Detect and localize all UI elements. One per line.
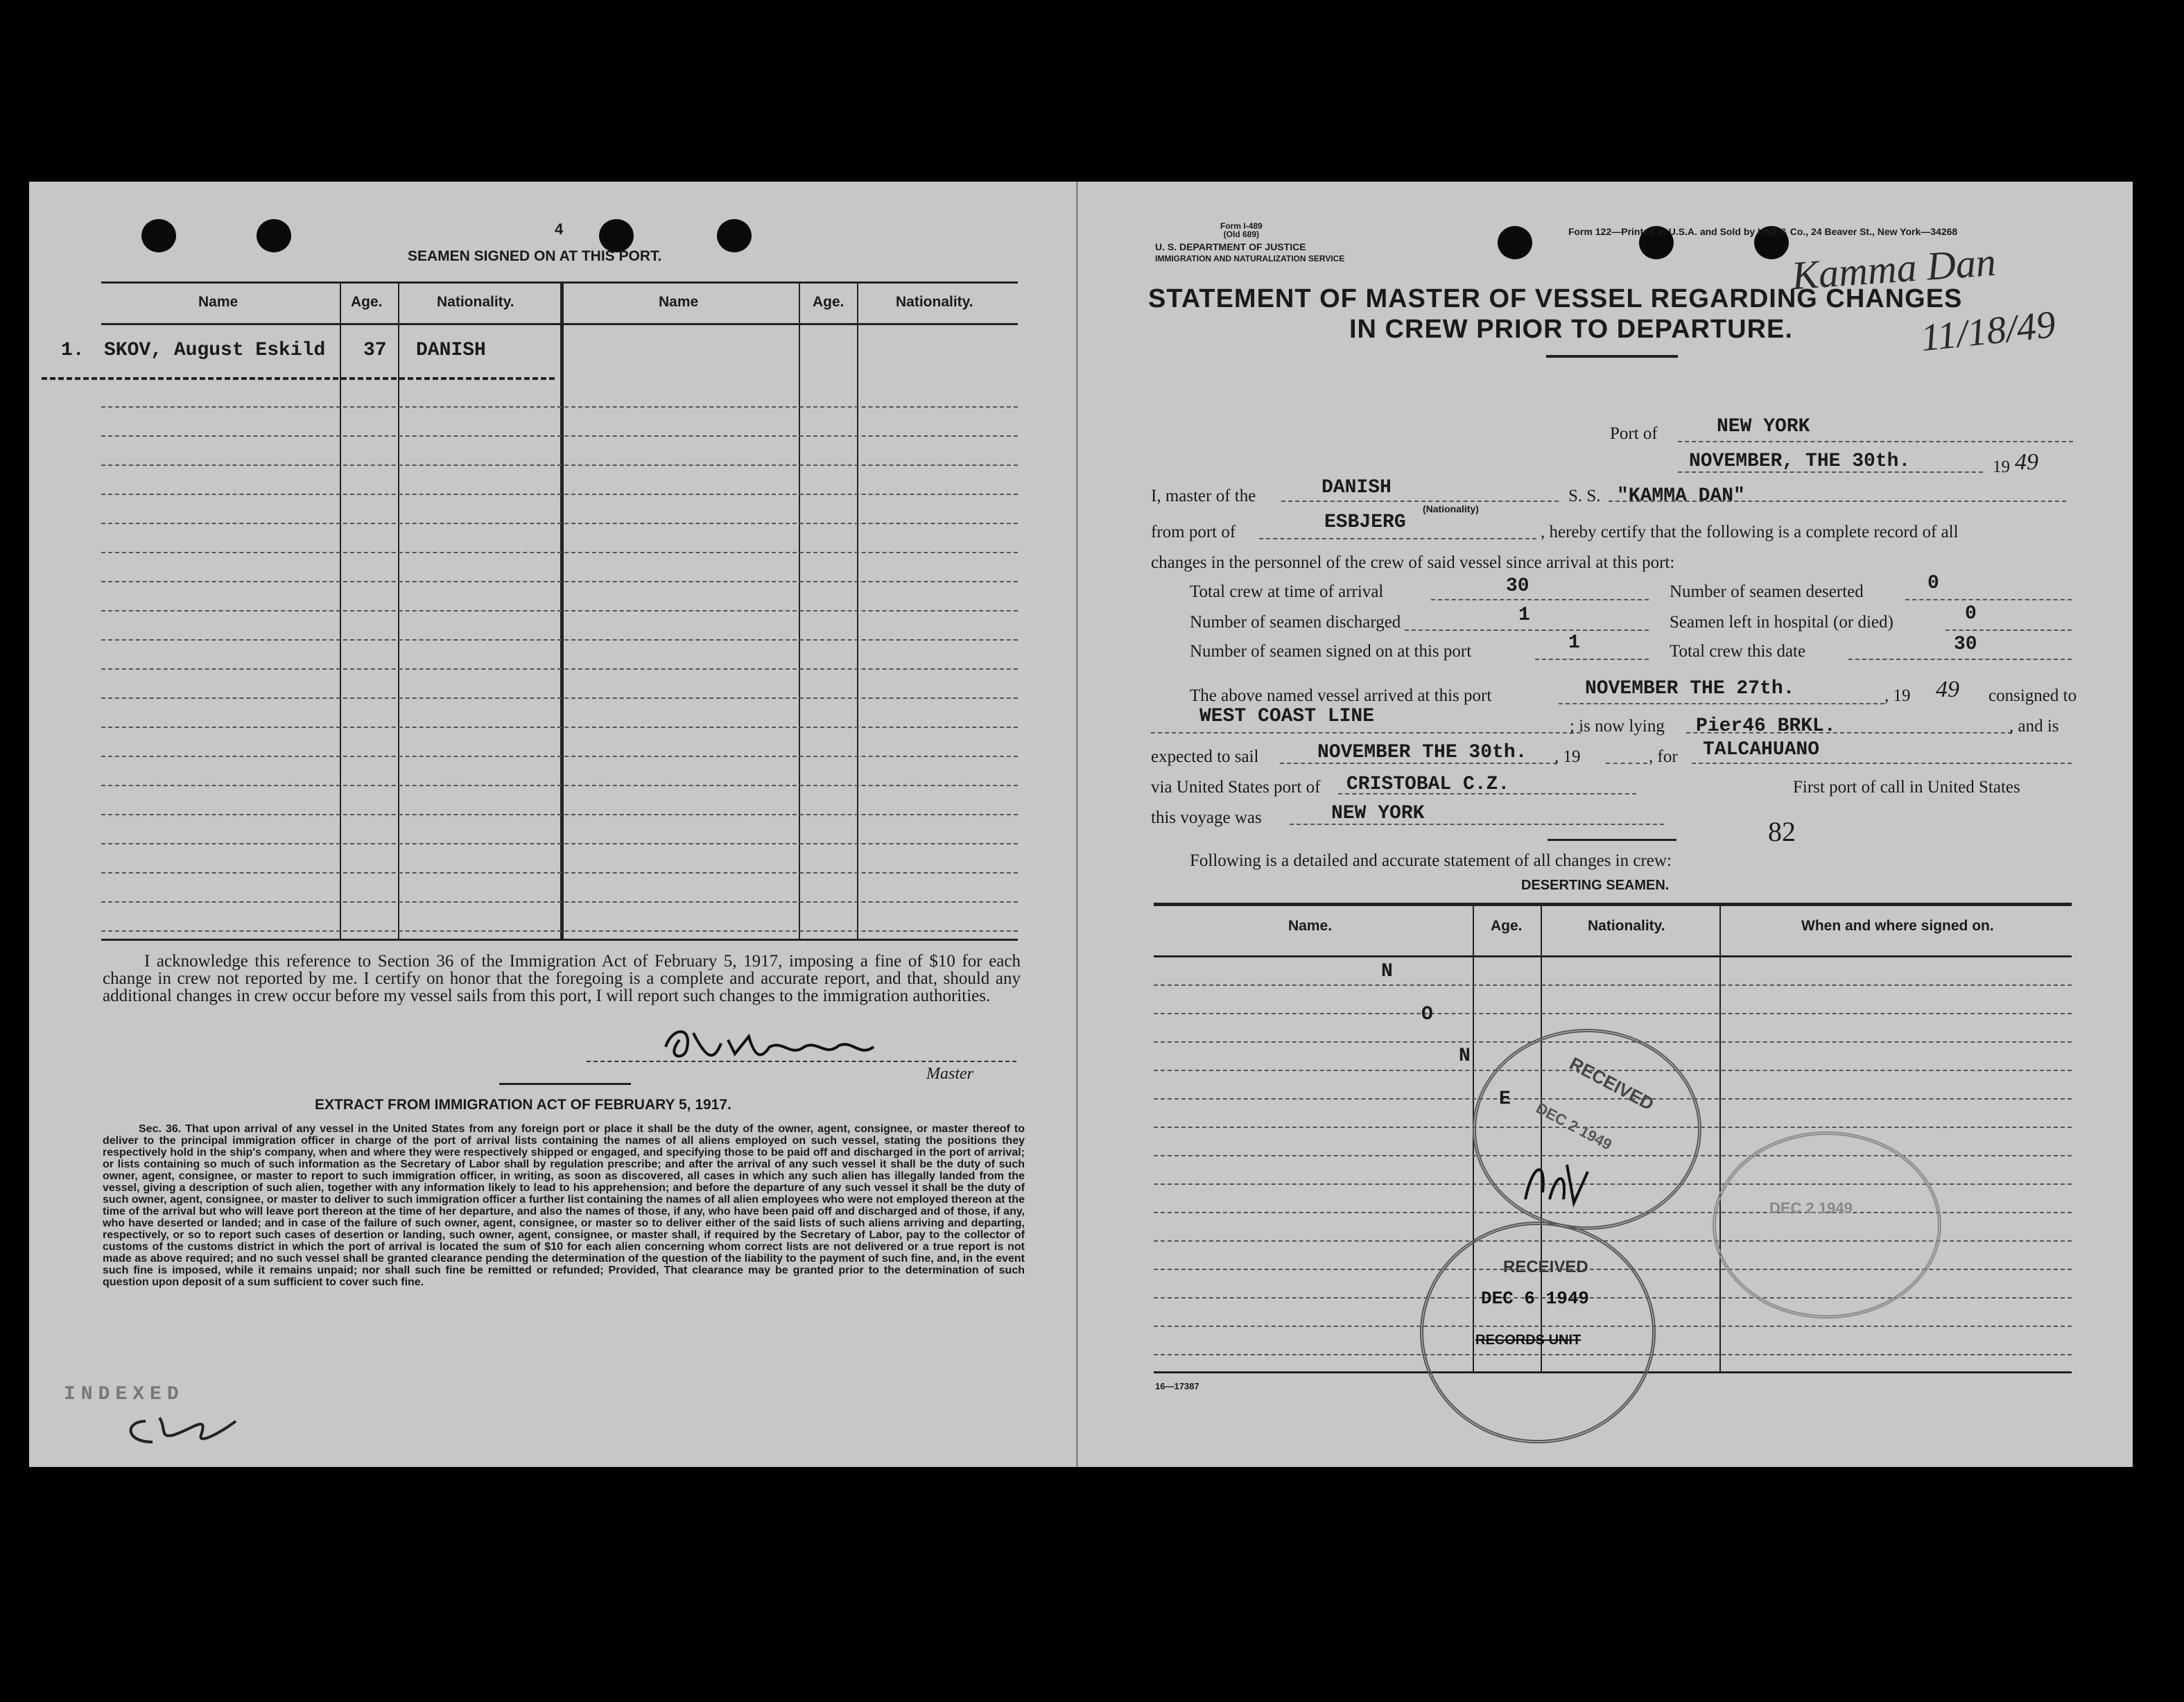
col-header-name: Name (659, 294, 699, 310)
page-fold (1076, 182, 1078, 1467)
fill-line (1281, 501, 1559, 502)
handwritten-vessel-name: Kamma Dan (1790, 238, 1997, 299)
row-rule (101, 785, 1018, 786)
fill-line (1151, 732, 1581, 733)
row-rule (42, 377, 555, 380)
first-port-value: NEW YORK (1331, 803, 1425, 824)
col-header-age: Age. (1491, 918, 1523, 934)
lying-label: ; is now lying (1570, 717, 1665, 736)
punch-hole (141, 219, 176, 252)
fill-line (1290, 824, 1664, 825)
for-label: , for (1649, 747, 1678, 766)
service: IMMIGRATION AND NATURALIZATION SERVICE (1155, 254, 1345, 263)
none-letter: O (1421, 1004, 1433, 1025)
and-is: , and is (2009, 717, 2059, 736)
signed-on-count: 1 (1568, 632, 1580, 654)
acknowledgement-text: I acknowledge this reference to Section 36 of the Immigration Act of February 5, 1917, imposing a fine of $10 for each change in crew not reported by me. I certify on honor that the foregoing is a complete and accurate report, and that, should any additional changes in crew occur before my vessel sails from this port, I will report such changes to the immigration authorities. (103, 952, 1021, 1005)
stamp-date-text: DEC 6 1949 (1481, 1288, 1590, 1309)
table-bottom-border (101, 939, 1018, 941)
year-handwritten: 49 (2015, 449, 2038, 475)
stamp-unit-text: RECORDS UNIT (1475, 1332, 1581, 1348)
arrived-year-prefix: , 19 (1884, 686, 1911, 705)
crew-nationality: DANISH (416, 340, 486, 361)
first-port-label: First port of call in United States (1793, 778, 2020, 797)
ss-label: S. S. (1568, 487, 1601, 505)
fill-line (1609, 501, 2066, 502)
nationality-caption: (Nationality) (1423, 503, 1479, 514)
rule (499, 1083, 631, 1085)
fill-line (1280, 763, 1557, 764)
master-of-the-label: I, master of the (1151, 487, 1256, 505)
following-text: Following is a detailed and accurate statement of all changes in crew: (1190, 851, 1672, 870)
form-number: 16—17387 (1155, 1381, 1199, 1391)
discharged-label: Number of seamen discharged (1190, 613, 1401, 632)
form-id: Form I-489 (Old 689) (1220, 221, 1263, 239)
table-header-border (1154, 955, 2072, 957)
none-letter: N (1459, 1045, 1471, 1067)
expected-year-label: , 19 (1554, 747, 1581, 766)
year-prefix: 19 (1993, 458, 2010, 476)
department: U. S. DEPARTMENT OF JUSTICE (1155, 241, 1306, 252)
destination: TALCAHUANO (1703, 739, 1820, 761)
discharged-count: 1 (1518, 605, 1530, 626)
extract-title: EXTRACT FROM IMMIGRATION ACT OF FEBRUARY 5, 1917. (315, 1097, 731, 1113)
changes-text: changes in the personnel of the crew of said vessel since arrival at this port: (1151, 553, 1675, 572)
fill-line (1692, 763, 2072, 764)
indexed-stamp: INDEXED (64, 1384, 184, 1405)
none-letter: E (1499, 1088, 1511, 1110)
lying-at: Pier46 BRKL. (1696, 715, 1836, 737)
fill-line (1848, 659, 2072, 660)
this-voyage-label: this voyage was (1151, 808, 1262, 827)
arrived-label: The above named vessel arrived at this port (1190, 686, 1492, 705)
port-of-label: Port of (1610, 424, 1658, 443)
vessel-name: "KAMMA DAN" (1617, 485, 1745, 507)
master-label: Master (926, 1065, 973, 1083)
row-rule (101, 639, 1018, 641)
consignee: WEST COAST LINE (1199, 706, 1375, 727)
printer-note: Form 122—Printed in U.S.A. and Sold by UNZ & Co., 24 Beaver St., New York—34268 (1568, 226, 1958, 237)
fill-line (1559, 703, 1884, 704)
punch-hole (717, 219, 752, 252)
fill-line (1606, 763, 1647, 764)
row-rule (101, 930, 1018, 932)
signed-on-label: Number of seamen signed on at this port (1190, 642, 1472, 661)
fill-line (1905, 599, 2072, 600)
title-underline (1546, 355, 1678, 358)
row-rule (101, 581, 1018, 582)
crew-name: SKOV, August Eskild (104, 340, 326, 361)
stamp-received-text: RECEIVED (1503, 1258, 1588, 1276)
fill-line (1678, 441, 2073, 442)
table-header-border (101, 323, 1018, 325)
form-title-line2: IN CREW PRIOR TO DEPARTURE. (1349, 315, 1793, 344)
col-header-name: Name (198, 294, 239, 310)
row-index: 1. (61, 340, 85, 361)
col-header-nationality: Nationality. (896, 294, 973, 310)
total-crew-date-label: Total crew this date (1670, 642, 1806, 661)
row-rule (101, 494, 1018, 495)
fill-line (1431, 599, 1649, 600)
nationality-value: DANISH (1321, 477, 1392, 498)
total-crew-arrival: 30 (1506, 575, 1529, 597)
fill-line (1535, 659, 1649, 660)
page-count-82: 82 (1768, 816, 1796, 847)
punch-hole (599, 219, 634, 252)
page-number: 4 (555, 220, 564, 238)
punch-hole (257, 219, 291, 252)
handwritten-date: 11/18/49 (1918, 302, 2058, 361)
col-header-age: Age. (351, 294, 383, 310)
row-rule (101, 668, 1018, 670)
left-heading: SEAMEN SIGNED ON AT THIS PORT. (408, 248, 662, 264)
fill-line (1686, 732, 2012, 733)
table-top-border (101, 281, 1018, 284)
expected-date: NOVEMBER THE 30th. (1317, 742, 1527, 763)
stamp-date-text: DEC 2 1949 (1533, 1099, 1615, 1154)
row-rule (101, 435, 1018, 437)
faded-stamp (1713, 1131, 1941, 1319)
statement-date: NOVEMBER, THE 30th. (1689, 451, 1911, 472)
faded-stamp-date: DEC 2 1949 (1769, 1199, 1853, 1217)
deserted-count: 0 (1927, 573, 1939, 594)
row-rule (101, 552, 1018, 553)
col-header-age: Age. (813, 294, 844, 310)
via-label: via United States port of (1151, 778, 1321, 797)
from-port-value: ESBJERG (1324, 512, 1406, 533)
row-rule (101, 727, 1018, 728)
arrived-date: NOVEMBER THE 27th. (1585, 678, 1795, 700)
signature-line (587, 1061, 1016, 1062)
col-header-name: Name. (1288, 918, 1333, 934)
total-crew-arrival-label: Total crew at time of arrival (1190, 582, 1384, 601)
consigned-label: consigned to (1988, 686, 2077, 705)
from-port-label: from port of (1151, 523, 1236, 541)
initials-handwriting (118, 1400, 284, 1449)
deserting-heading: DESERTING SEAMEN. (1521, 878, 1670, 893)
rule (1548, 839, 1676, 841)
row-rule (101, 523, 1018, 524)
certify-text: , hereby certify that the following is a complete record of all (1541, 523, 1959, 541)
row-rule (101, 464, 1018, 466)
row-rule (101, 843, 1018, 844)
col-header-signed-on: When and where signed on. (1801, 918, 1994, 934)
crew-age: 37 (363, 340, 387, 361)
stamp-received-text: RECEIVED (1566, 1052, 1658, 1115)
table-top-border (1154, 903, 2072, 906)
port-of-value: NEW YORK (1717, 416, 1810, 437)
fill-line (1259, 538, 1536, 539)
row-rule (1154, 984, 2072, 986)
hospital-count: 0 (1965, 603, 1977, 625)
form-title-line1: STATEMENT OF MASTER OF VESSEL REGARDING CHANGES (1148, 284, 1963, 313)
col-header-nationality: Nationality. (1588, 918, 1665, 934)
row-rule (101, 406, 1018, 408)
row-rule (101, 814, 1018, 815)
row-rule (101, 872, 1018, 874)
handwritten-initials (1518, 1151, 1595, 1213)
section-36-text: Sec. 36. That upon arrival of any vessel in the United States from any foreign port or place it shall be the duty of the owner, agent, consignee, or master thereof to deliver to the principal immigration officer in charge of the port of arrival lists containing the names of all aliens employed on such vessel, stating the positions they respectively hold in the ship's company, when and where they were respectively shipped or engaged, and specifying those to be paid off and discharged in the port of arrival; or lists containing so much of such information as the Secretary of Labor shall by regulation prescribe; and after the arrival of any such vessel it shall be the duty of such owner, agent, consignee, or master to report to such immigration officer, in writing, as soon as discovered, all cases in which any such alien has illegally landed from the vessel, giving a description of such alien, together with any information likely to lead to his apprehension; and before the departure of any such vessel it shall be the duty of such owner, agent, consignee, or master to deliver to such immigration officer a further list containing the names of all alien employees who were not employed thereon at the time of the arrival but who will leave port thereon at the time of her departure, and also the names of those, if any, who have been paid off and discharged and of those, if any, who have deserted or landed; and in case of the failure of such owner, agent, consignee, or master so to deliver either of the said lists of such aliens arriving and departing, respectively, or so to report such cases of desertion or landing, such owner, agent, consignee, or master shall, if required by the Secretary of Labor, pay to the collector of customs of the customs district in which the port of arrival is located the sum of $10 for each alien concerning whom correct lists are not delivered or a true report is not made as above required; and no such vessel shall be granted clearance pending the determination of the question of the liability to the payment of such fine, and, in the event such fine is imposed, while it remains unpaid; nor shall such fine be remitted or refunded; Provided, That clearance may be granted prior to the determination of such question upon deposit of a sum sufficient to cover such fine. (103, 1123, 1025, 1288)
col-header-nationality: Nationality. (437, 294, 514, 310)
punch-hole (1498, 226, 1532, 259)
via-port: CRISTOBAL C.Z. (1346, 774, 1510, 795)
fill-line (1945, 629, 2072, 631)
deserted-label: Number of seamen deserted (1670, 582, 1864, 601)
fill-line (1338, 793, 1636, 794)
col-divider (1719, 903, 1721, 1371)
row-rule (101, 901, 1018, 903)
hospital-label: Seamen left in hospital (or died) (1670, 613, 1893, 632)
fill-line (1405, 629, 1649, 631)
none-letter: N (1381, 961, 1393, 982)
total-crew-date: 30 (1954, 634, 1977, 655)
row-rule (1154, 1013, 2072, 1014)
row-rule (101, 610, 1018, 611)
fill-line (1678, 471, 1983, 473)
row-rule (101, 756, 1018, 757)
row-rule (101, 697, 1018, 699)
expected-label: expected to sail (1151, 747, 1259, 766)
arrived-year: 49 (1936, 677, 1959, 702)
